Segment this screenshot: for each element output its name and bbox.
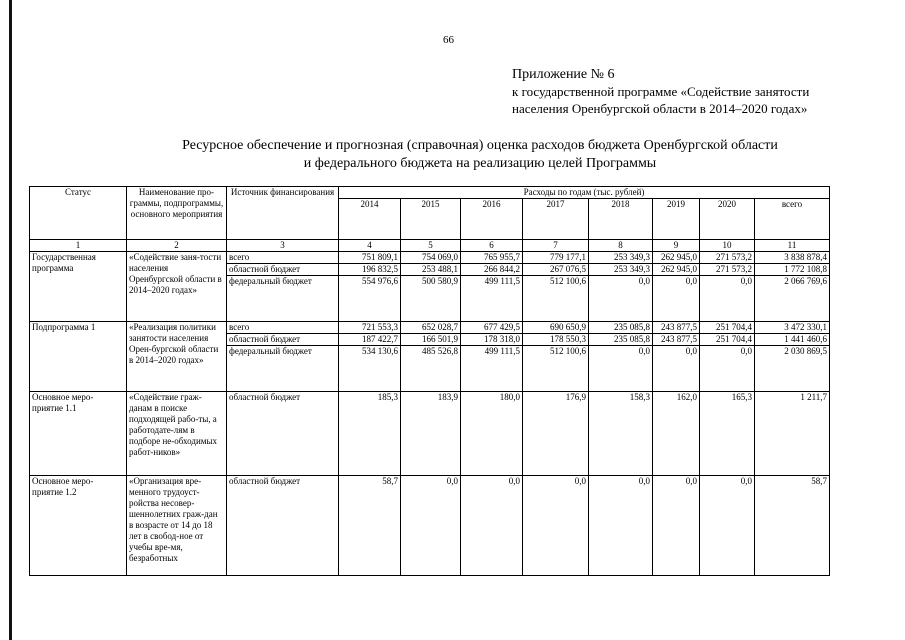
row-value: 262 945,0 xyxy=(653,264,700,276)
row-status: Основное меро-приятие 1.1 xyxy=(30,392,127,476)
column-number: 5 xyxy=(401,240,461,252)
row-value: 721 553,3 xyxy=(339,322,401,334)
row-value: 652 028,7 xyxy=(401,322,461,334)
row-value: 0,0 xyxy=(653,476,700,576)
row-value: 0,0 xyxy=(589,476,653,576)
row-value: 0,0 xyxy=(589,346,653,392)
row-value: 0,0 xyxy=(700,476,755,576)
row-value: 0,0 xyxy=(653,276,700,322)
row-value: 1 211,7 xyxy=(755,392,830,476)
row-value: 2 066 769,6 xyxy=(755,276,830,322)
budget-table xyxy=(29,186,830,576)
row-value: 178 550,3 xyxy=(523,334,589,346)
row-source: областной бюджет xyxy=(227,476,339,576)
header-name: Наименование про-граммы, подпрограммы, основного мероприятия xyxy=(127,187,227,240)
row-value: 754 069,0 xyxy=(401,252,461,264)
header-status: Статус xyxy=(30,187,127,240)
row-value: 183,9 xyxy=(401,392,461,476)
header-row xyxy=(30,187,830,199)
document-heading xyxy=(120,137,840,173)
row-value: 185,3 xyxy=(339,392,401,476)
row-value: 0,0 xyxy=(653,346,700,392)
row-value: 253 349,3 xyxy=(589,252,653,264)
row-value: 166 501,9 xyxy=(401,334,461,346)
row-value: 677 429,5 xyxy=(461,322,523,334)
row-value: 271 573,2 xyxy=(700,264,755,276)
column-number: 7 xyxy=(523,240,589,252)
row-value: 162,0 xyxy=(653,392,700,476)
row-value: 58,7 xyxy=(339,476,401,576)
row-value: 1 772 108,8 xyxy=(755,264,830,276)
row-value: 485 526,8 xyxy=(401,346,461,392)
row-value: 253 349,3 xyxy=(589,264,653,276)
row-program-name: «Организация вре-менного трудоуст-ройства несовер-шеннолетних граж-дан в возрасте от 14 до 18 лет в свобод-ное от учебы вре-мя, безработных xyxy=(127,476,227,576)
header-year: 2017 xyxy=(523,199,589,240)
heading-line-2: и федерального бюджета на реализацию целей Программы xyxy=(303,156,657,171)
header-year: 2020 xyxy=(700,199,755,240)
table-row xyxy=(30,392,830,476)
row-value: 765 955,7 xyxy=(461,252,523,264)
header-expenses: Расходы по годам (тыс. рублей) xyxy=(339,187,830,199)
row-value: 512 100,6 xyxy=(523,346,589,392)
row-value: 180,0 xyxy=(461,392,523,476)
column-number: 11 xyxy=(755,240,830,252)
row-value: 58,7 xyxy=(755,476,830,576)
row-value: 176,9 xyxy=(523,392,589,476)
row-value: 235 085,8 xyxy=(589,334,653,346)
row-value: 178 318,0 xyxy=(461,334,523,346)
row-status: Основное меро-приятие 1.2 xyxy=(30,476,127,576)
column-number: 4 xyxy=(339,240,401,252)
row-source: федеральный бюджет xyxy=(227,276,339,322)
row-value: 266 844,2 xyxy=(461,264,523,276)
row-value: 196 832,5 xyxy=(339,264,401,276)
row-value: 690 650,9 xyxy=(523,322,589,334)
column-number: 2 xyxy=(127,240,227,252)
row-value: 243 877,5 xyxy=(653,322,700,334)
row-value: 534 130,6 xyxy=(339,346,401,392)
row-status: Подпрограмма 1 xyxy=(30,322,127,392)
row-value: 253 488,1 xyxy=(401,264,461,276)
page-left-border xyxy=(9,0,12,640)
row-source: областной бюджет xyxy=(227,334,339,346)
row-value: 251 704,4 xyxy=(700,334,755,346)
row-value: 1 441 460,6 xyxy=(755,334,830,346)
row-value: 554 976,6 xyxy=(339,276,401,322)
row-source: областной бюджет xyxy=(227,392,339,476)
row-value: 512 100,6 xyxy=(523,276,589,322)
page-number: 66 xyxy=(443,34,454,46)
appendix-caption xyxy=(512,66,809,117)
header-year: 2016 xyxy=(461,199,523,240)
row-value: 0,0 xyxy=(523,476,589,576)
header-year: 2019 xyxy=(653,199,700,240)
row-source: областной бюджет xyxy=(227,264,339,276)
row-value: 187 422,7 xyxy=(339,334,401,346)
row-value: 499 111,5 xyxy=(461,346,523,392)
heading-line-1: Ресурсное обеспечение и прогнозная (справочная) оценка расходов бюджета Оренбургской области xyxy=(182,138,778,153)
table-row xyxy=(30,322,830,334)
row-value: 243 877,5 xyxy=(653,334,700,346)
row-value: 262 945,0 xyxy=(653,252,700,264)
row-status: Государственная программа xyxy=(30,252,127,322)
row-program-name: «Реализация политики занятости населения Орен-бургской области в 2014–2020 годах» xyxy=(127,322,227,392)
row-value: 271 573,2 xyxy=(700,252,755,264)
row-program-name: «Содействие граж-данам в поиске подходящей рабо-ты, а работодате-лям в подборе не-обходимых работ-ников» xyxy=(127,392,227,476)
row-value: 3 472 330,1 xyxy=(755,322,830,334)
header-year: 2018 xyxy=(589,199,653,240)
row-value: 0,0 xyxy=(700,346,755,392)
row-source: всего xyxy=(227,252,339,264)
header-year: 2014 xyxy=(339,199,401,240)
header-year: всего xyxy=(755,199,830,240)
column-number: 6 xyxy=(461,240,523,252)
appendix-title: Приложение № 6 xyxy=(512,67,615,82)
row-value: 0,0 xyxy=(401,476,461,576)
column-number-row xyxy=(30,240,830,252)
row-value: 0,0 xyxy=(589,276,653,322)
row-value: 267 076,5 xyxy=(523,264,589,276)
table-body xyxy=(30,187,830,576)
row-value: 251 704,4 xyxy=(700,322,755,334)
column-number: 3 xyxy=(227,240,339,252)
appendix-line-3: населения Оренбургской области в 2014–2020 годах» xyxy=(512,101,808,116)
row-value: 0,0 xyxy=(700,276,755,322)
row-value: 0,0 xyxy=(461,476,523,576)
column-number: 9 xyxy=(653,240,700,252)
table-row xyxy=(30,252,830,264)
row-source: всего xyxy=(227,322,339,334)
column-number: 10 xyxy=(700,240,755,252)
row-value: 158,3 xyxy=(589,392,653,476)
row-value: 779 177,1 xyxy=(523,252,589,264)
row-value: 499 111,5 xyxy=(461,276,523,322)
row-value: 235 085,8 xyxy=(589,322,653,334)
column-number: 1 xyxy=(30,240,127,252)
row-value: 751 809,1 xyxy=(339,252,401,264)
row-value: 2 030 869,5 xyxy=(755,346,830,392)
row-value: 3 838 878,4 xyxy=(755,252,830,264)
column-number: 8 xyxy=(589,240,653,252)
row-value: 500 580,9 xyxy=(401,276,461,322)
row-source: федеральный бюджет xyxy=(227,346,339,392)
header-year: 2015 xyxy=(401,199,461,240)
row-value: 165,3 xyxy=(700,392,755,476)
appendix-line-2: к государственной программе «Содействие занятости xyxy=(512,84,810,99)
header-source: Источник финансирования xyxy=(227,187,339,240)
table-row xyxy=(30,476,830,576)
row-program-name: «Содействие заня-тости населения Оренбургской области в 2014–2020 годах» xyxy=(127,252,227,322)
